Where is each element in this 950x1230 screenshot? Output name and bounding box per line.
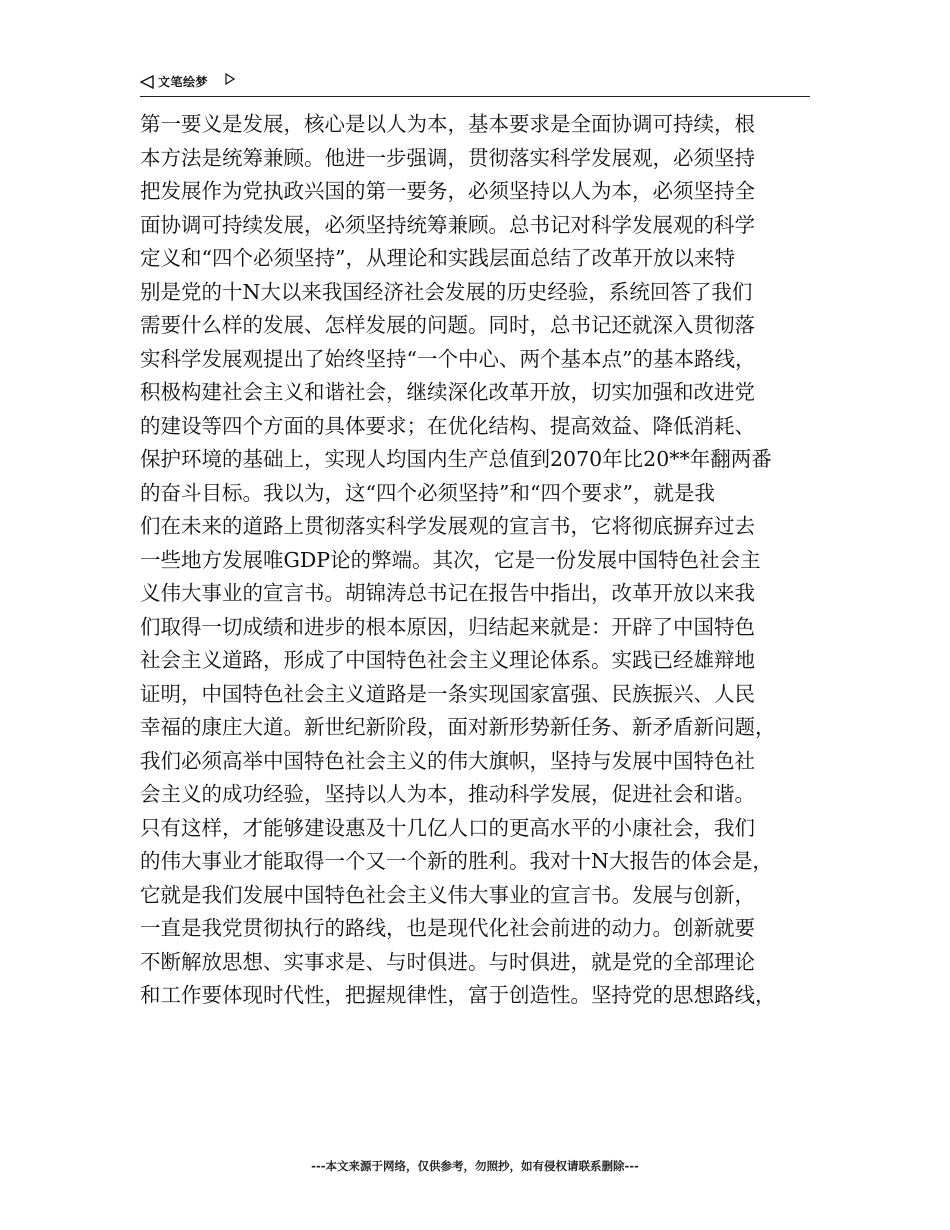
text-line: 的奋斗目标。我以为，这“四个必须坚持”和“四个要求”，就是我 bbox=[140, 480, 715, 505]
text-line: 积极构建社会主义和谐社会，继续深化改革开放，切实加强和改进党 bbox=[140, 380, 755, 404]
footer-disclaimer: ---本文来源于网络，仅供参考，勿照抄，如有侵权请联系删除--- bbox=[311, 1159, 639, 1173]
text-line: 社会主义道路，形成了中国特色社会主义理论体系。实践已经雄辩地 bbox=[140, 648, 755, 672]
text-line: 证明，中国特色社会主义道路是一条实现国家富强、民族振兴、人民 bbox=[140, 681, 755, 706]
brand-name: 文笔绘梦 bbox=[158, 75, 209, 89]
text-line: 第一要义是发展，核心是以人为本，基本要求是全面协调可持续，根 bbox=[140, 112, 755, 136]
text-line: 实科学发展观提出了始终坚持“一个中心、两个基本点”的基本路线， bbox=[140, 346, 756, 371]
document-body bbox=[140, 108, 812, 1013]
text-line: 只有这样，才能够建设惠及十几亿人口的更高水平的小康社会，我们 bbox=[140, 815, 755, 840]
text-line: 一直是我党贯彻执行的路线，也是现代化社会前进的动力。创新就要 bbox=[140, 916, 755, 940]
text-line: 们在未来的道路上贯彻落实科学发展观的宣言书，它将彻底摒弃过去 bbox=[140, 514, 755, 538]
text-line: 本方法是统筹兼顾。他进一步强调，贯彻落实科学发展观，必须坚持 bbox=[140, 145, 755, 170]
triangle-left-icon bbox=[140, 75, 154, 89]
text-line: 们取得一切成绩和进步的根本原因，归结起来就是：开辟了中国特色 bbox=[140, 614, 755, 639]
text-line: 需要什么样的发展、怎样发展的问题。同时，总书记还就深入贯彻落 bbox=[140, 313, 755, 337]
text-line: 的伟大事业才能取得一个又一个新的胜利。我对十N大报告的体会是， bbox=[140, 849, 773, 873]
text-line: 幸福的康庄大道。新世纪新阶段，面对新形势新任务、新矛盾新问题， bbox=[140, 715, 776, 739]
text-line: 不断解放思想、实事求是、与时俱进。与时俱进，就是党的全部理论 bbox=[140, 949, 755, 974]
triangle-right-icon bbox=[225, 73, 235, 85]
text-line: 面协调可持续发展，必须坚持统筹兼顾。总书记对科学发展观的科学 bbox=[140, 212, 755, 237]
text-line: 和工作要体现时代性，把握规律性，富于创造性。坚持党的思想路线， bbox=[140, 983, 776, 1007]
text-line: 别是党的十N大以来我国经济社会发展的历史经验，系统回答了我们 bbox=[140, 279, 753, 304]
text-line: 我们必须高举中国特色社会主义的伟大旗帜，坚持与发展中国特色社 bbox=[140, 748, 755, 773]
text-line: 保护环境的基础上，实现人均国内生产总值到2070年比20**年翻两番 bbox=[140, 447, 772, 471]
text-line: 义伟大事业的宣言书。胡锦涛总书记在报告中指出，改革开放以来我 bbox=[140, 581, 755, 605]
text-line: 一些地方发展唯GDP论的弊端。其次，它是一份发展中国特色社会主 bbox=[140, 547, 761, 572]
text-line: 定义和“四个必须坚持”，从理论和实践层面总结了改革开放以来特 bbox=[140, 246, 735, 270]
text-line: 把发展作为党执政兴国的第一要务，必须坚持以人为本，必须坚持全 bbox=[140, 179, 755, 203]
text-line: 的建设等四个方面的具体要求；在优化结构、提高效益、降低消耗、 bbox=[140, 413, 755, 438]
page-header bbox=[140, 70, 810, 97]
text-line: 会主义的成功经验，坚持以人为本，推动科学发展，促进社会和谐。 bbox=[140, 782, 755, 806]
text-line: 它就是我们发展中国特色社会主义伟大事业的宣言书。发展与创新， bbox=[140, 882, 755, 907]
